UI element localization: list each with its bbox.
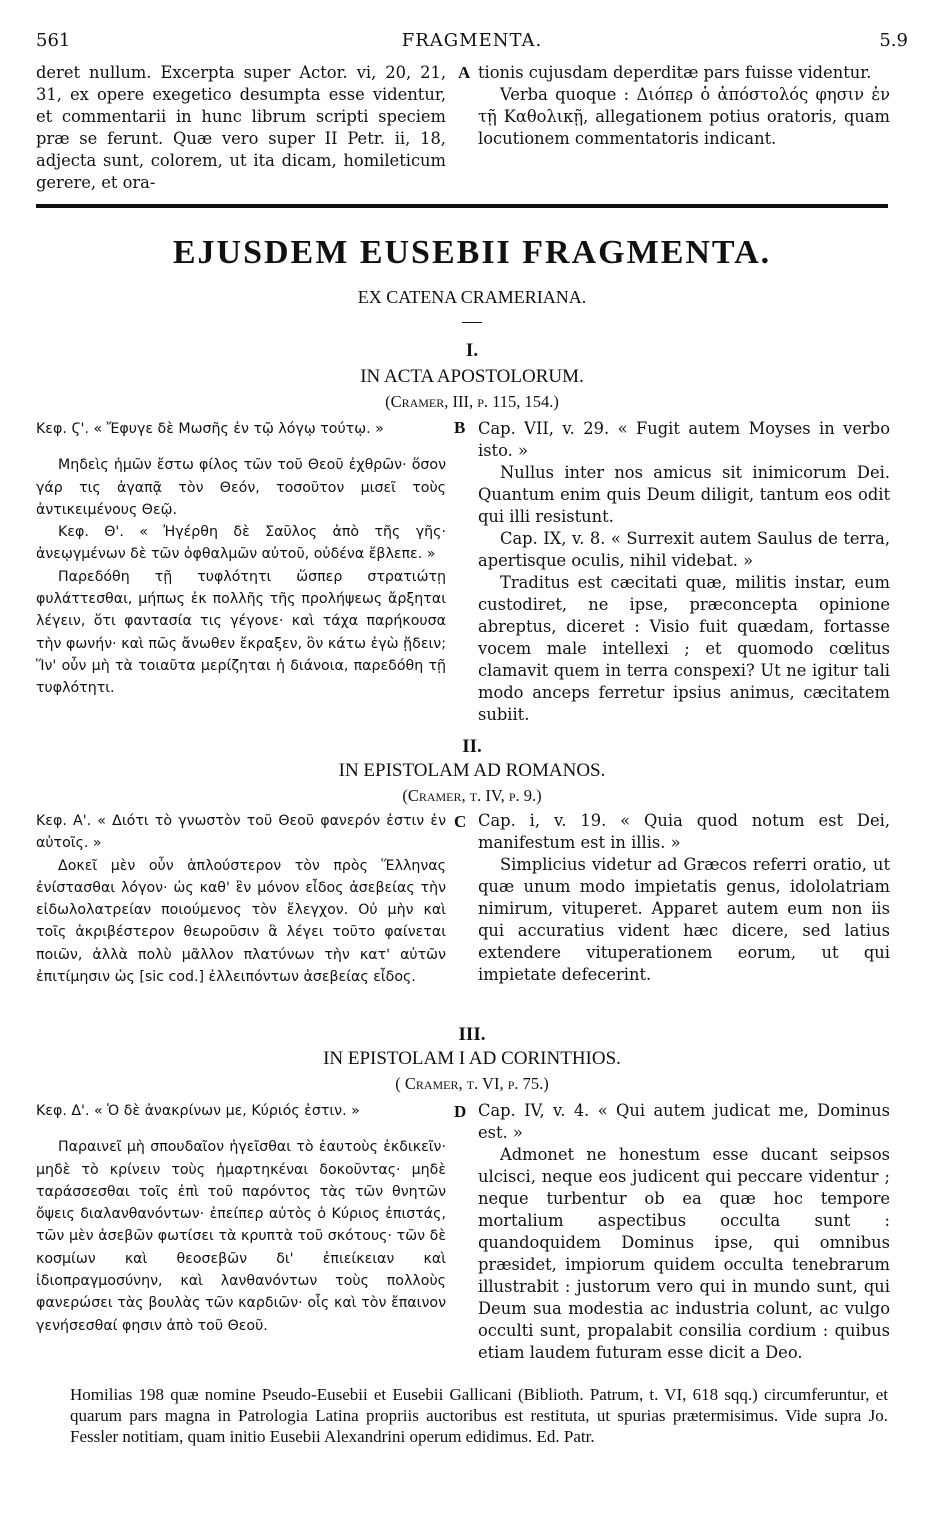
section-1-ref: (Cramer, III, p. 115, 154.) — [385, 392, 559, 411]
top-right-text-1: tionis cujusdam deperditæ pars fuisse videntur. — [478, 63, 872, 82]
section-2-greek — [36, 810, 446, 988]
top-right-text-2: Verba quoque : Διόπερ ὁ ἀπόστολός φησιν ἐν τῇ Καθολικῇ, allegationem potius oratoris, quam locutionem commentatoris indicant. — [478, 85, 890, 148]
section-2-latin — [478, 810, 890, 986]
page-header — [36, 30, 908, 56]
section-1-greek-lemma-1: Κεφ. Ϛ'. « Ἔφυγε δὲ Μωσῆς ἐν τῷ λόγῳ τούτῳ. » — [36, 421, 384, 437]
section-3-greek — [36, 1100, 446, 1337]
margin-marker-d: D — [454, 1102, 467, 1121]
margin-marker-b: B — [454, 418, 466, 437]
top-left-text: deret nullum. Excerpta super Actor. vi, 20, 21, 31, ex opere exegetico desumpta esse videntur, et commentarii in hunc librum scripti speciem præ se ferunt. Quæ vero super II Petr. ii, 18, adjecta sunt, colorem, ut ita dicam, homileticum gerere, et ora- — [36, 63, 446, 192]
title-dash — [462, 322, 482, 323]
section-1-number: I. — [465, 340, 479, 361]
footnote: Homilias 198 quæ nomine Pseudo-Eusebii et Eusebii Gallicani (Biblioth. Patrum, t. VI, 618 sqq.) circumferuntur, et quarum pars magna in Patrologia Latina propriis auctoribus est restituta, ut spurias prætermisimus. Vide supra Jo. Fessler notitiam, quam initio Eusebii Alexandrini operum edidimus. Ed. Patr. — [70, 1385, 888, 1446]
margin-marker-a: A — [458, 63, 471, 82]
section-2-number: II. — [462, 736, 482, 757]
section-1-greek-text-1: Μηδεὶς ἡμῶν ἔστω φίλος τῶν τοῦ Θεοῦ ἐχθρῶν· ὅσον γάρ τις ἀγαπᾷ τὸν Θεόν, τοσοῦτον μισεῖ τοὺς ἀντικειμένους Θεῷ. — [36, 457, 446, 518]
section-2-heading: IN EPISTOLAM AD ROMANOS. — [338, 760, 606, 781]
section-3-latin-text-1: Admonet ne honestum esse ducant seipsos ulcisci, neque eos judicent qui peccare videntur ; neque turbentur ob ea quæ hoc tempore mortalium aspectibus occulta sunt : quandoquidem Dominus ipse, qui omnibus præsidet, impiorum quidem occulta tenebrarum illustrabit : justorum vero qui in mundo sunt, qui Deum sua modestia ac industria colunt, ac vulgo occulti sunt, propalabit consilia cordium : quibus etiam laudem futuram esse dicit a Deo. — [478, 1145, 890, 1362]
main-title: EJUSDEM EUSEBII FRAGMENTA. — [172, 234, 772, 271]
section-2-greek-text-1: Δοκεῖ μὲν οὖν ἁπλούστερον τὸν πρὸς Ἕλληνας ἐνίστασθαι λόγον· ὡς καθ' ἓν μόνον εἶδος ἀσεβείας τὴν εἰδωλολατρείαν ποιούμενος τὸν ἔλεγχον. Οὐ μὴν καὶ τοῖς ἀκριβέστερον θεωροῦσιν ἃ λέγει τοῦτο φαίνεται ποιῶν, ἀλλὰ πολὺ μᾶλλον πλατύνων τὴν κατ' αὐτῶν ἐπιτίμησιν ὡς [sic cod.] ἐλλειπόντων ἀσεβείας εἶδος. — [36, 857, 446, 986]
section-3-greek-lemma-1: Κεφ. Δ'. « Ὁ δὲ ἀνακρίνων με, Κύριός ἐστιν. » — [36, 1103, 360, 1119]
section-1-latin-text-1: Nullus inter nos amicus sit inimicorum Dei. Quantum enim quis Deum diligit, tantum eos odit qui illi resistunt. — [478, 463, 890, 526]
section-1-greek — [36, 418, 446, 700]
section-3-greek-text-1: Παραινεῖ μὴ σπουδαῖον ἡγεῖσθαι τὸ ἑαυτοὺς ἐκδικεῖν· μηδὲ τὸ κρίνειν τοὺς ἡμαρτηκέναι δοκοῦντας· μηδὲ ταράσσεσθαι τοῖς ἐπὶ τοῦ παρόντος τὰς τῶν θνητῶν ὄψεις διαλανθανόντων· ἐπείπερ αὐτὸς ὁ Κύριος ἐπιστάς, τῶν μὲν ἀσεβῶν φωτίσει τὰ κρυπτὰ τοῦ σκότους· τῶν δὲ κοσμίων καὶ θεοσεβῶν δι' ἐπιείκειαν καὶ ἰδιοπραγμοσύνην, καὶ λανθανόντων τοὺς πολλοὺς φανερώσει τὰς βουλὰς τῶν καρδιῶν· οἷς καὶ τὸν ἔπαινον γενήσεσθαί φησιν ἀπὸ τοῦ Θεοῦ. — [36, 1139, 446, 1334]
section-1-greek-text-2: Παρεδόθη τῇ τυφλότητι ὥσπερ στρατιώτῃ φυλάττεσθαι, μήπως ἐκ πολλῆς τῆς προλήψεως ἄρξηται λέγειν, ὅτι φαντασία τις γέγονε· καὶ τάχα παρήκουσα τὴν φωνήν· καὶ πῶς ἄνωθεν ἔκραξεν, ὃν κάτω ἐγὼ ᾔδειν; Ἵν' οὖν μὴ τὰ τοιαῦτα μερίζηται ἡ διάνοια, παρεδόθη τῇ τυφλότητι. — [36, 568, 446, 697]
section-3-latin-lemma-1: Cap. IV, v. 4. « Qui autem judicat me, Dominus est. » — [478, 1101, 890, 1142]
section-3-latin — [478, 1100, 890, 1364]
top-left-column — [36, 62, 446, 194]
section-2-latin-lemma-1: Cap. i, v. 19. « Quia quod notum est Dei, manifestum est in illis. » — [478, 811, 890, 852]
section-2-ref: (Cramer, t. IV, p. 9.) — [402, 786, 542, 805]
section-3-number: III. — [458, 1024, 486, 1045]
section-3-heading: IN EPISTOLAM I AD CORINTHIOS. — [323, 1048, 621, 1069]
section-1-latin-text-2: Traditus est cæcitati quæ, militis instar, eum custodiret, ne ipse, præconcepta opinione abreptus, diceret : Visio fuit quædam, fortasse vocem male intellexi ; et quomodo cœlitus clamavit quem in terra conspexi? Ut ne igitur tali modo anceps ferretur ipsius animus, cæcitatem subiit. — [478, 573, 890, 724]
subtitle: EX CATENA CRAMERIANA. — [357, 287, 587, 307]
section-1-latin-lemma-1: Cap. VII, v. 29. « Fugit autem Moyses in verbo isto. » — [478, 419, 890, 460]
section-3-ref: ( Cramer, t. VI, p. 75.) — [395, 1074, 549, 1093]
page-number-left: 561 — [36, 30, 71, 51]
section-1-latin — [478, 418, 890, 726]
section-1-heading: IN ACTA APOSTOLORUM. — [360, 366, 584, 387]
page-number-right: 5.9 — [879, 30, 908, 51]
section-2-greek-lemma-1: Κεφ. Α'. « Διότι τὸ γνωστὸν τοῦ Θεοῦ φανερόν ἐστιν ἐν αὐτοῖς. » — [36, 813, 446, 852]
top-right-column — [478, 62, 890, 150]
running-title: FRAGMENTA. — [401, 30, 543, 51]
title-rule — [36, 204, 888, 208]
section-2-latin-text-1: Simplicius videtur ad Græcos referri oratio, ut quæ unum modo impietatis genus, idololatriam nimirum, vituperet. Apparet autem eum non iis qui accuratius vident hæc dicere, sed latius extendere vituperationem eorum, ut qui impietate defecerint. — [478, 855, 890, 984]
section-1-latin-lemma-2: Cap. IX, v. 8. « Surrexit autem Saulus de terra, apertisque oculis, nihil videbat. » — [478, 529, 890, 570]
margin-marker-c: C — [454, 812, 467, 831]
section-1-greek-lemma-2: Κεφ. Θ'. « Ἠγέρθη δὲ Σαῦλος ἀπὸ τῆς γῆς· ἀνεῳγμένων δὲ τῶν ὀφθαλμῶν αὐτοῦ, οὐδένα ἔβλεπε. » — [36, 524, 446, 563]
